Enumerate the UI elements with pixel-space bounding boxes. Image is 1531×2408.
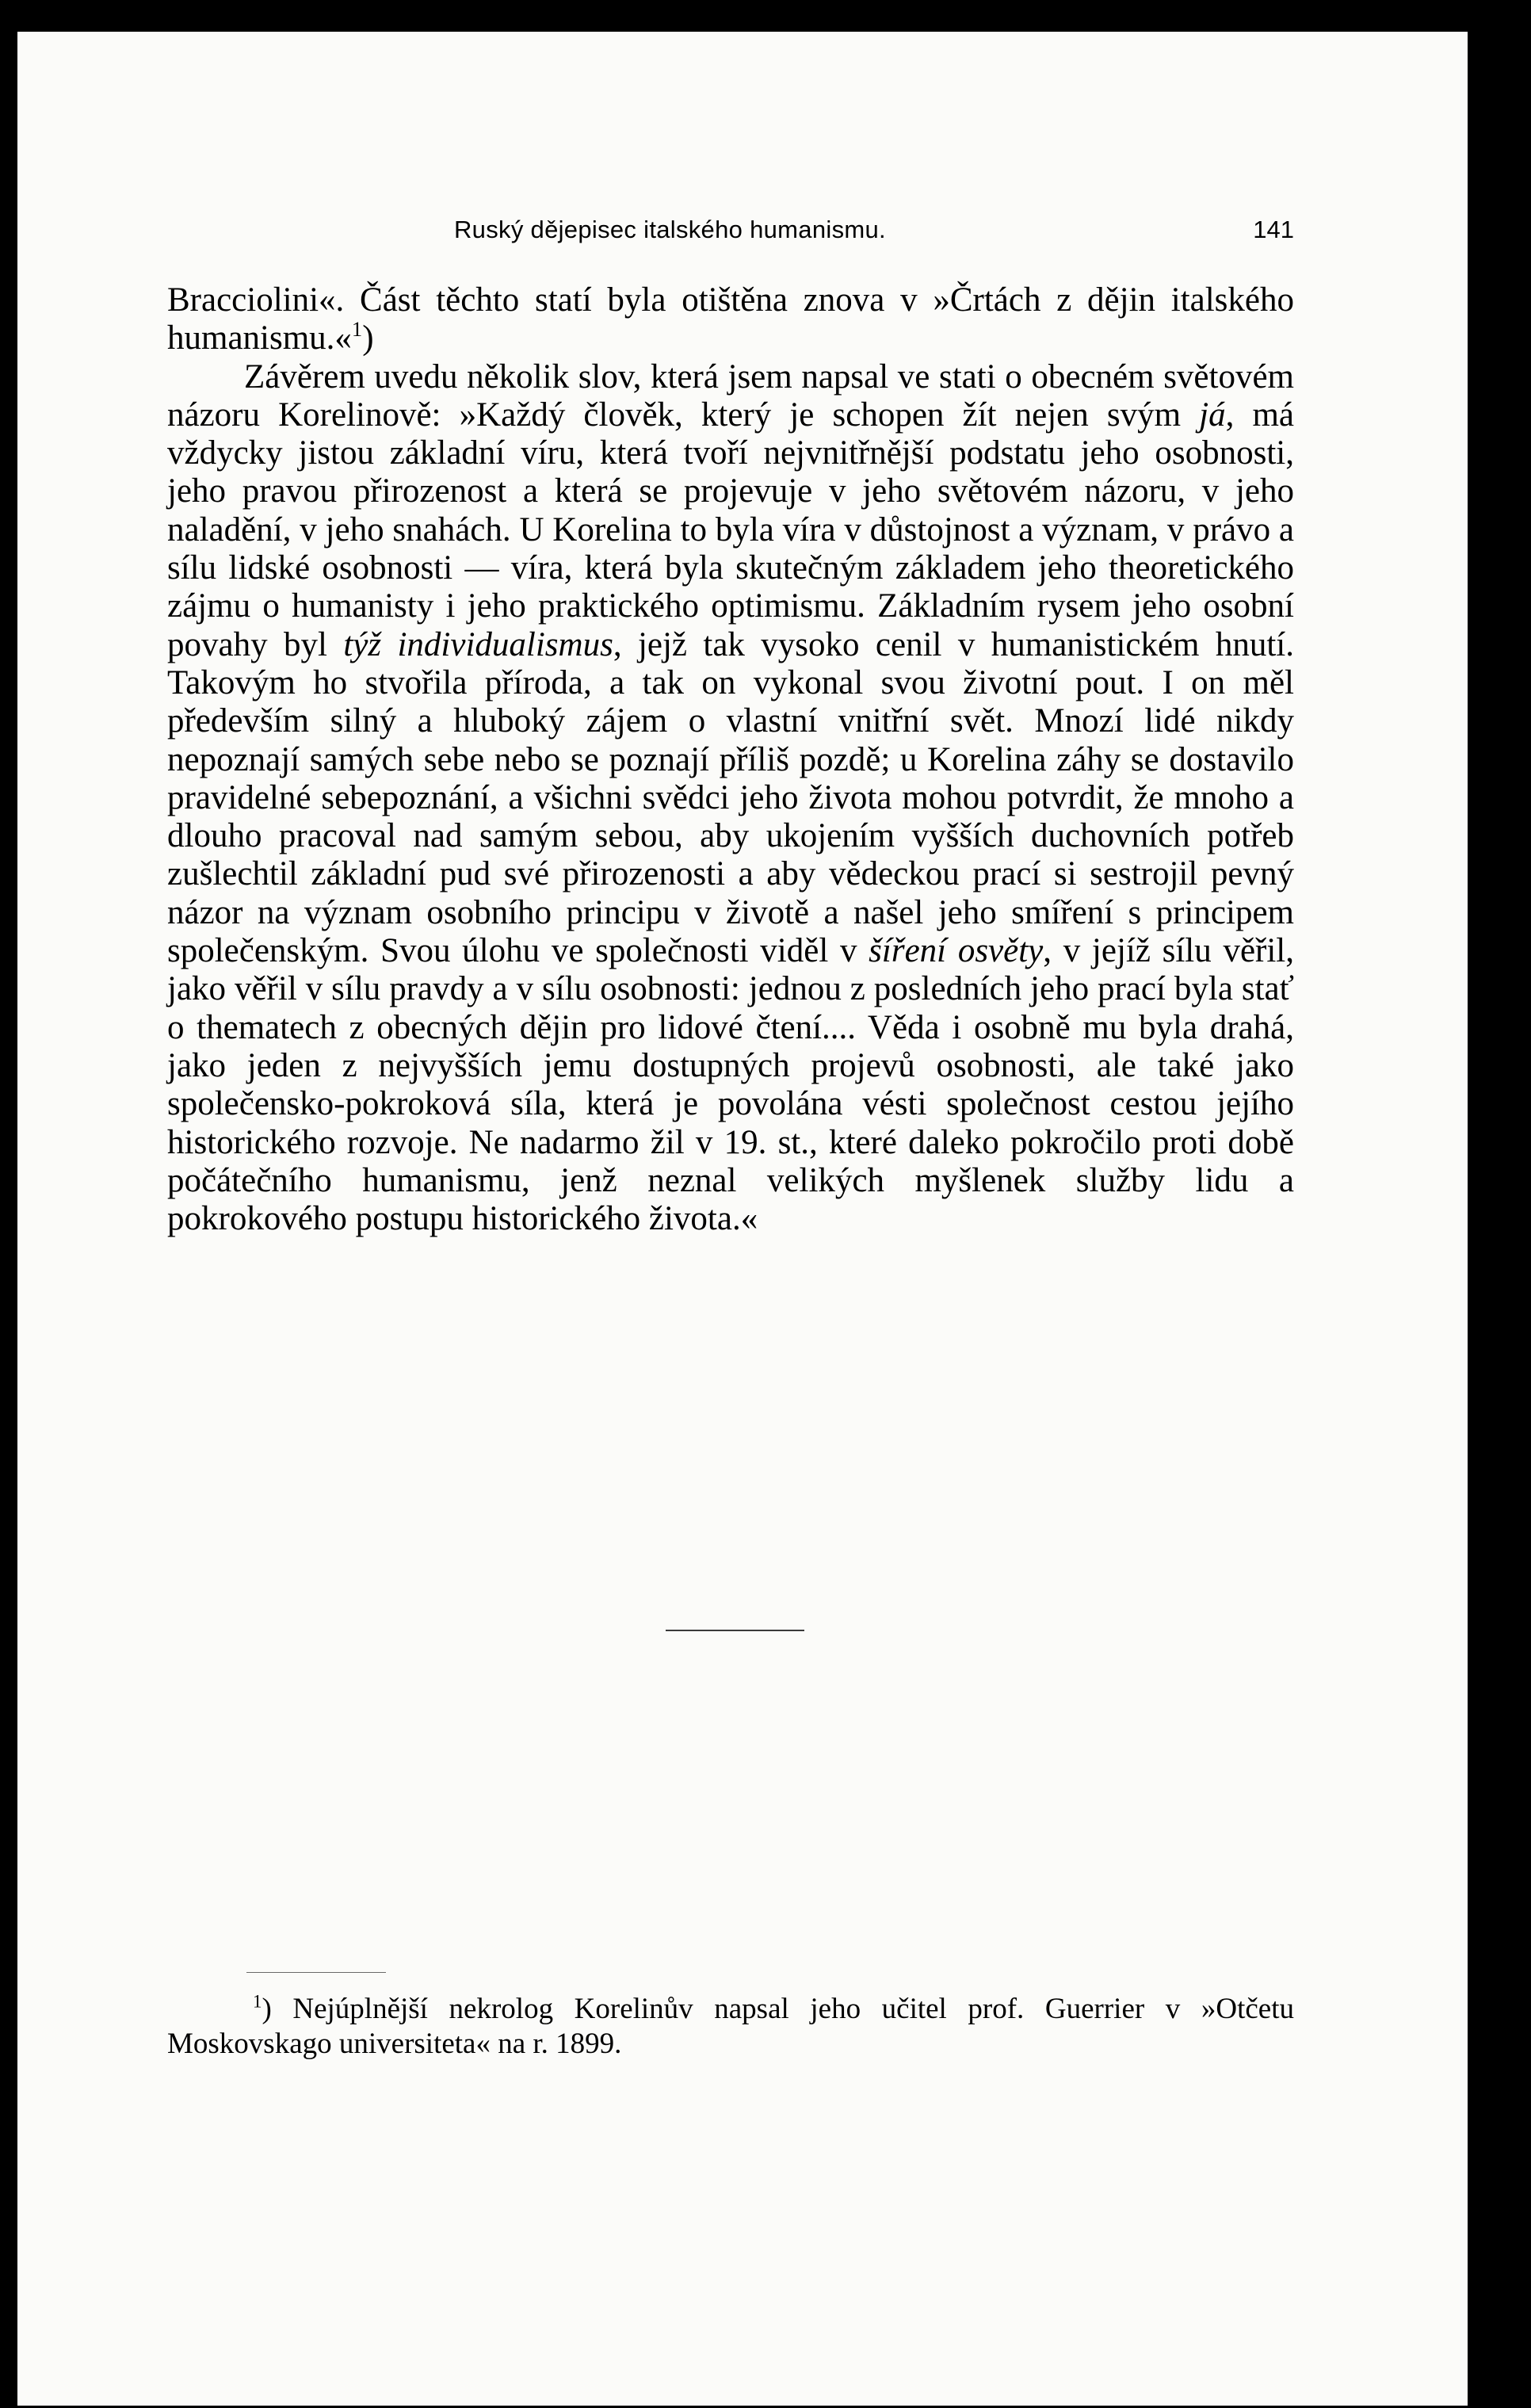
- footnote-text: Nejúplnější nekrolog Korelinův napsal jeho učitel prof. Guerrier v »Otčetu Moskovskago universiteta« na r. 1899.: [167, 1993, 1294, 2060]
- footnote-reference-paren: ): [362, 319, 374, 357]
- page-number: 141: [1253, 216, 1294, 243]
- footnote-paragraph: [167, 1992, 1294, 2062]
- footnote: [167, 1992, 1294, 2062]
- section-divider: [666, 1630, 804, 1631]
- footnote-rule: [246, 1972, 386, 1973]
- paragraph-2: [167, 358, 1294, 1239]
- running-title: Ruský dějepisec italského humanismu.: [454, 216, 886, 243]
- paragraph-2-text-1: Závěrem uvedu několik slov, která jsem napsal ve stati o obecném světovém názoru Korelinově: »Každý člověk, který je schopen žít nejen svým: [167, 357, 1294, 434]
- footnote-marker-paren: ): [262, 1993, 272, 2025]
- paragraph-2-text-2: , má vždycky jistou základní víru, která tvoří nejvnitřnější podstatu jeho osobnosti, jeho pravou přirozenost a která se projevuje v jeho světovém názoru, v jeho naladění, v jeho snahách. U Korelina to byla víra v důstojnost a význam, v právo a sílu lidské osobnosti — víra, která byla skutečným základem jeho theoretického zájmu o humanisty i jeho praktického optimismu. Základním rysem jeho osobní povahy byl: [167, 396, 1294, 663]
- paragraph-2-text-3: , jejž tak vysoko cenil v humanistickém hnutí. Takovým ho stvořila příroda, a tak on vykonal svou životní pout. I on měl především silný a hluboký zájem o vlastní vnitřní svět. Mnozí lidé nikdy nepoznají samých sebe nebo se poznají příliš pozdě; u Korelina záhy se dostavilo pravidelné sebepoznání, a všichni svědci jeho života mohou potvrdit, že mnoho a dlouho pracoval nad samým sebou, aby ukojením vyšších duchovních potřeb zušlechtil základní pud své přirozenosti a aby vědeckou prací si sestrojil pevný názor na význam osobního principu v životě a našel jeho smíření s principem společenským. Svou úlohu ve společnosti viděl v: [167, 625, 1295, 970]
- footnote-reference: 1: [351, 317, 363, 342]
- footnote-marker: 1: [253, 1991, 262, 2012]
- paragraph-1-text: Bracciolini«. Část těchto statí byla otištěna znova v »Črtách z dějin italského humanismu.«: [167, 281, 1294, 357]
- main-text: [167, 281, 1294, 1238]
- italic-ja: já: [1199, 396, 1226, 434]
- italic-individualismus: týž individualismus: [343, 625, 613, 663]
- paragraph-1: [167, 281, 1294, 358]
- paragraph-2-text-4: , v jejíž sílu věřil, jako věřil v sílu pravdy a v sílu osobnosti: jednou z posledních jeho prací byla stať o thematech z obecných dějin pro lidové čtení.... Věda i osobně mu byla drahá, jako jeden z nejvyšších jemu dostupných projevů osobnosti, ale také jako společensko-pokroková síla, která je povolána vésti společnost cestou jejího historického rozvoje. Ne nadarmo žil v 19. st., které daleko pokročilo proti době počátečního humanismu, jenž neznal velikých myšlenek služby lidu a pokrokového postupu historického života.«: [167, 932, 1294, 1238]
- running-header: [167, 206, 1294, 254]
- italic-sireni-osvety: šíření osvěty: [869, 932, 1044, 970]
